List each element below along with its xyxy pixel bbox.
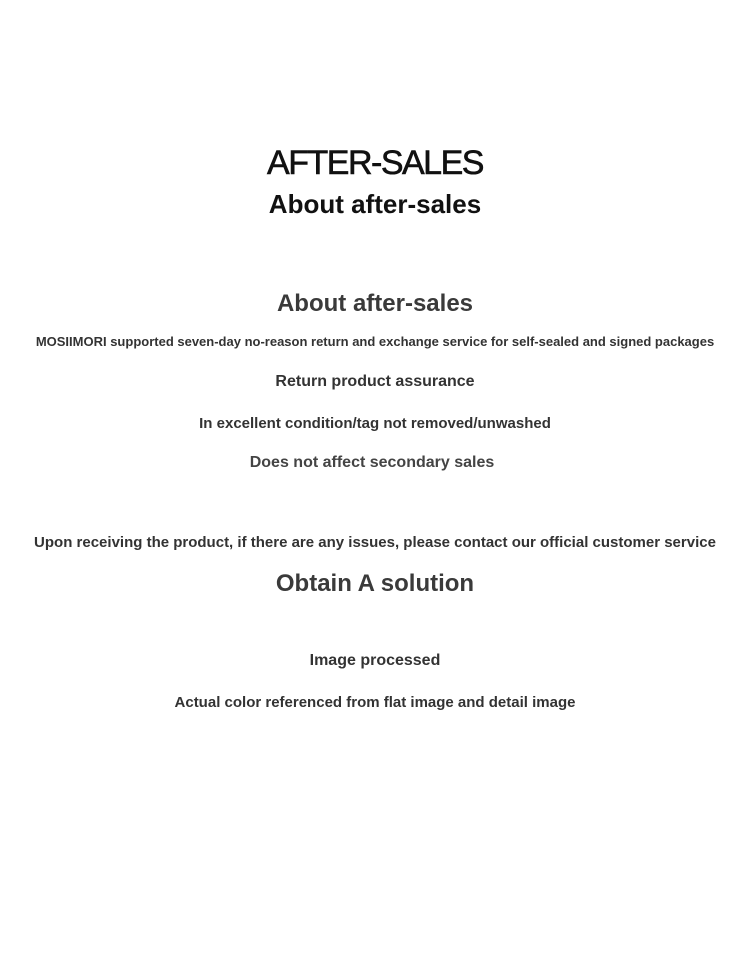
- secondary-sales-text: Does not affect secondary sales: [249, 454, 495, 471]
- image-processed-note: Image processed: [309, 652, 441, 669]
- return-assurance-heading: Return product assurance: [275, 373, 475, 390]
- color-reference-note: Actual color referenced from flat image and detail image: [174, 694, 576, 711]
- return-policy-statement: MOSIIMORI supported seven-day no-reason return and exchange service for self-sealed and signed packages: [35, 334, 715, 349]
- customer-service-note: Upon receiving the product, if there are any issues, please contact our official customer service: [34, 534, 716, 551]
- return-condition-text: In excellent condition/tag not removed/unwashed: [199, 415, 551, 432]
- page-subtitle: About after-sales: [268, 189, 482, 219]
- solution-heading: Obtain A solution: [275, 570, 475, 597]
- page-title: AFTER-SALES: [267, 144, 483, 182]
- section-heading-about-after-sales: About after-sales: [276, 290, 474, 317]
